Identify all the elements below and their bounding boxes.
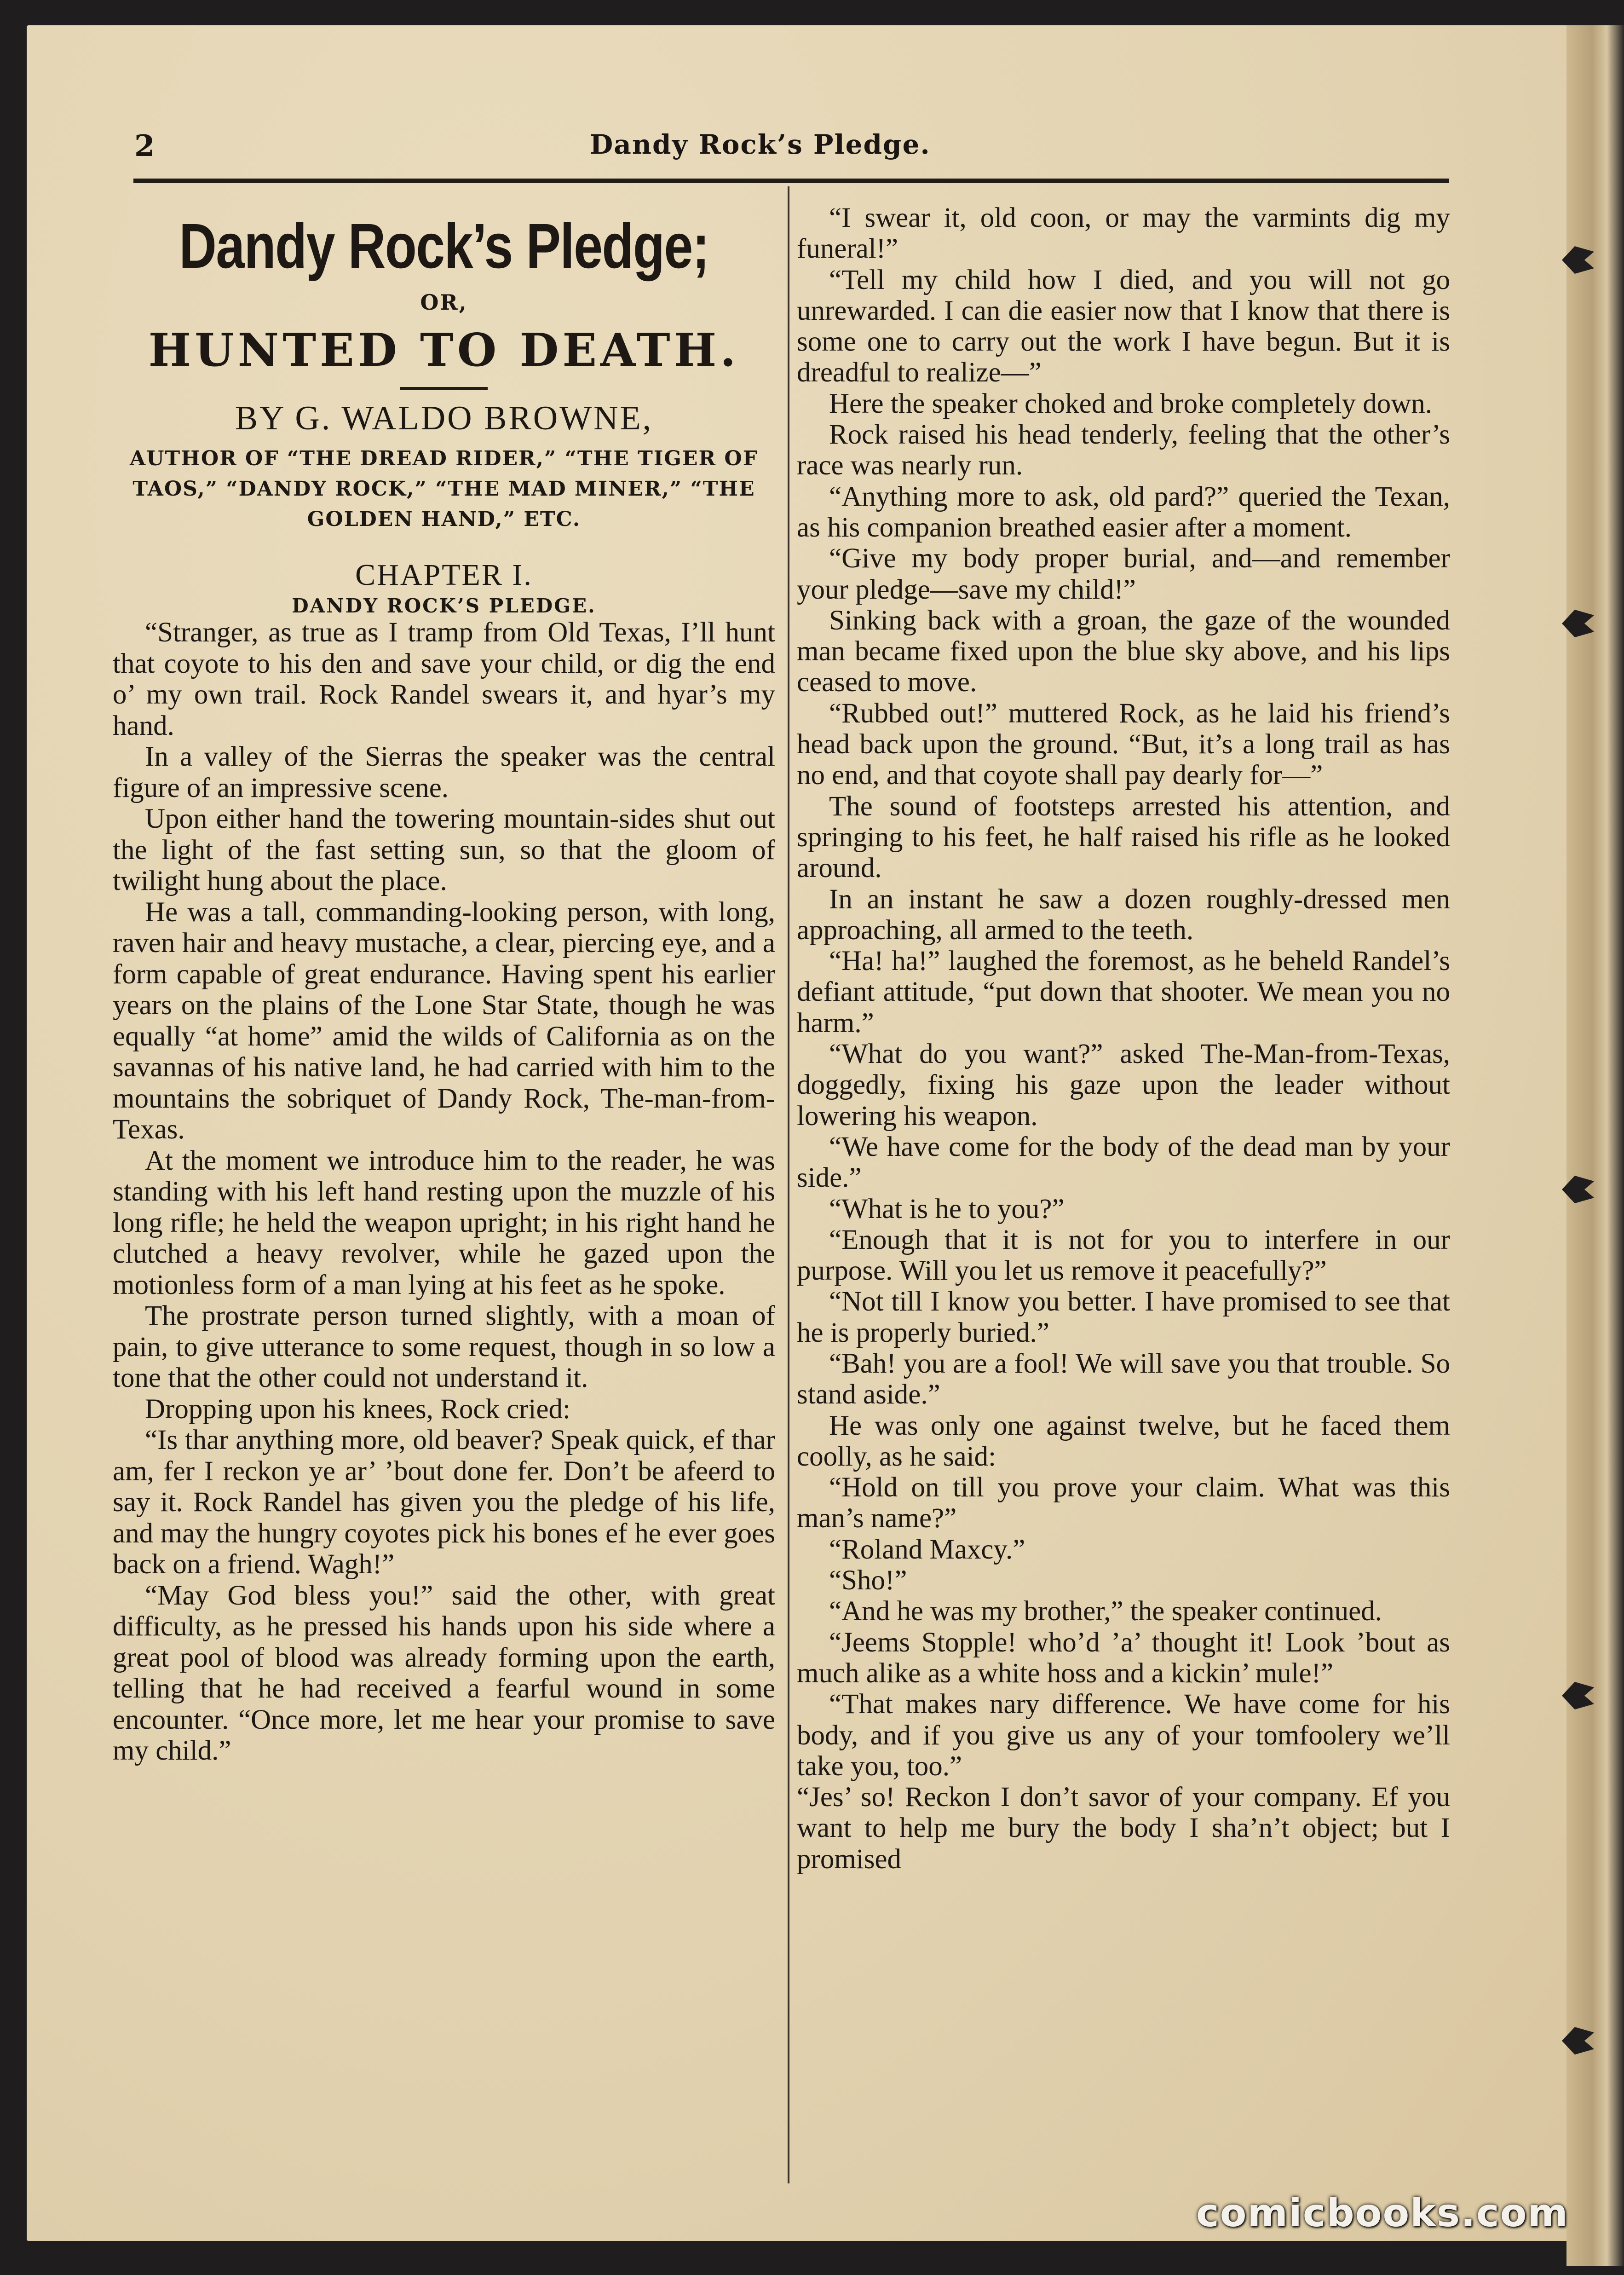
paragraph: “Rubbed out!” muttered Rock, as he laid his friend’s head back upon the ground. “But, it’s a long trail as has no end, and that coyote shall pay dearly for—” [797,698,1450,791]
paragraph: “What do you want?” asked The-Man-from-Texas, doggedly, fixing his gaze upon the leader without lowering his weapon. [797,1039,1450,1132]
paragraph: “And he was my brother,” the speaker continued. [829,1596,1382,1627]
paragraph: Sinking back with a groan, the gaze of the wounded man became fixed upon the blue sky above, and his lips ceased to move. [797,605,1450,698]
paragraph: “Give my body proper burial, and—and remember your pledge—save my child!” [797,543,1450,605]
header-rule [133,179,1449,183]
page-spine-edge [1566,25,1624,2266]
staple-hole-decoration [1562,246,1594,274]
paragraph: “Roland Maxcy.” [829,1534,1025,1565]
staple-hole-decoration [1562,1176,1594,1203]
chapter-heading: CHAPTER I. [355,558,533,592]
left-column [113,189,775,1767]
paragraph: Upon either hand the towering mountain-sides shut out the light of the fast setting sun, so that the gloom of twilight hung about the place. [113,803,775,896]
story-subtitle: HUNTED TO DEATH. [148,324,740,377]
paragraph: “Is thar anything more, old beaver? Speak quick, ef thar am, fer I reckon ye ar’ ’bout done fer. Don’t be afeerd to say it. Rock Randel has given you the pledge of his life, and may the hungry coyotes pick his bones ef he ever goes back on a friend. Wagh!” [113,1425,775,1580]
paragraph: “Bah! you are a fool! We will save you that trouble. So stand aside.” [797,1348,1450,1410]
chapter-title: DANDY ROCK’S PLEDGE. [292,595,596,617]
paragraph: “I swear it, old coon, or may the varmints dig my funeral!” [797,202,1450,265]
right-column [797,202,1450,1875]
running-title: Dandy Rock’s Pledge. [590,129,931,160]
paragraph: “Tell my child how I died, and you will not go unrewarded. I can die easier now that I know that there is some one to carry out the work I have begun. But it is dreadful to realize—” [797,264,1450,388]
column-divider [788,186,789,2183]
paragraph: “What is he to you?” [829,1193,1065,1224]
paragraph: “Stranger, as true as I tramp from Old Texas, I’ll hunt that coyote to his den and save your child, or dig the end o’ my own trail. Rock Randel swears it, and hyar’s my hand. [113,617,775,741]
paragraph: Dropping upon his knees, Rock cried: [145,1393,571,1425]
paragraph: “Ha! ha!” laughed the foremost, as he beheld Randel’s defiant attitude, “put down that shooter. We mean you no harm.” [797,946,1450,1039]
title-or: OR, [420,290,468,315]
paragraph: “That makes nary difference. We have come for his body, and if you give us any of your tomfoolery we’ll take you, too.” [797,1689,1450,1782]
paragraph: At the moment we introduce him to the reader, he was standing with his left hand resting upon the muzzle of his long rifle; he held the weapon upright; in his right hand he clutched a heavy revolver, while he gazed upon the motionless form of a man lying at his feet as he spoke. [113,1145,775,1300]
page-header [107,124,1450,170]
paragraph: The sound of footsteps arrested his attention, and springing to his feet, he half raised his rifle as he looked around. [797,791,1450,884]
staple-hole-decoration [1562,2027,1594,2055]
paragraph: In an instant he saw a dozen roughly-dressed men approaching, all armed to the teeth. [797,883,1450,946]
paragraph: In a valley of the Sierras the speaker was the central figure of an impressive scene. [113,741,775,803]
staple-hole-decoration [1562,1682,1594,1709]
paragraph: He was a tall, commanding-looking person, with long, raven hair and heavy mustache, a clear, piercing eye, and a form capable of great endurance. Having spent his earlier years on the plains of the Lone Star State, though he was equally “at home” amid the wilds of California as on the savannas of his native land, he had carried with him to the mountains the sobriquet of Dandy Rock, The-man-from-Texas. [113,896,775,1145]
page-number: 2 [134,129,155,163]
paragraph: Here the speaker choked and broke completely down. [829,388,1432,419]
paragraph: The prostrate person turned slightly, with a moan of pain, to give utterance to some request, though in so low a tone that the other could not understand it. [113,1300,775,1393]
paragraph: “Hold on till you prove your claim. What was this man’s name?” [797,1472,1450,1534]
staple-hole-decoration [1562,610,1594,637]
paragraph: “Not till I know you better. I have promised to see that he is properly buried.” [797,1286,1450,1348]
author-credits: AUTHOR OF “THE DREAD RIDER,” “THE TIGER OF TAOS,” “DANDY ROCK,” “THE MAD MINER,” “THE GOLDEN HAND,” ETC. [130,447,758,531]
title-rule [400,387,488,390]
paragraph: He was only one against twelve, but he faced them coolly, as he said: [797,1410,1450,1472]
paragraph: Rock raised his head tenderly, feeling that the other’s race was nearly run. [797,419,1450,481]
story-title: Dandy Rock’s Pledge; [179,211,709,282]
paragraph: “Jes’ so! Reckon I don’t savor of your company. Ef you want to help me bury the body I sha’n’t object; but I promised [797,1782,1450,1875]
paragraph: “Enough that it is not for you to interfere in our purpose. Will you let us remove it peacefully?” [797,1224,1450,1287]
paragraph: “Anything more to ask, old pard?” queried the Texan, as his companion breathed easier after a moment. [797,481,1450,543]
paragraph: “Jeems Stopple! who’d ’a’ thought it! Look ’bout as much alike as a white hoss and a kickin’ mule!” [797,1627,1450,1689]
paragraph: “May God bless you!” said the other, with great difficulty, as he pressed his hands upon his side where a great pool of blood was already forming upon the earth, telling that he had received a fearful wound in some encounter. “Once more, let me hear your promise to save my child.” [113,1580,775,1766]
byline: BY G. WALDO BROWNE, [235,399,653,437]
site-watermark: comicbooks.com [1196,2190,1569,2235]
paragraph: “We have come for the body of the dead man by your side.” [797,1131,1450,1194]
paragraph: “Sho!” [829,1565,907,1596]
